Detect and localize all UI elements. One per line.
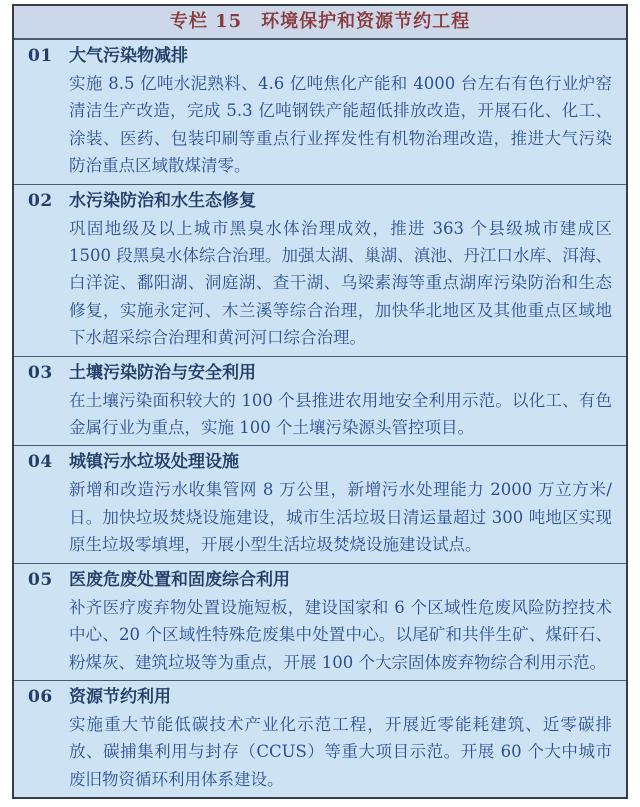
section-number: 06	[28, 686, 53, 707]
section-heading-row	[27, 684, 613, 711]
section-row	[14, 357, 626, 447]
section-body: 在土壤污染面积较大的 100 个县推进农用地安全利用示范。以化工、有色金属行业为重点，实施 100 个土壤污染源头管控项目。	[69, 390, 612, 438]
section-heading: 资源节约利用	[69, 686, 171, 707]
section-heading-row	[27, 567, 613, 594]
section-number: 05	[28, 569, 53, 590]
section-number: 03	[28, 362, 53, 383]
section-heading-row	[27, 360, 613, 387]
section-heading-row	[27, 43, 613, 70]
section-row	[14, 564, 626, 681]
section-number: 02	[28, 190, 53, 211]
section-body: 实施重大节能低碳技术产业化示范工程，开展近零能耗建筑、近零碳排放、碳捕集利用与封存（CCUS）等重大项目示范。开展 60 个大中城市废旧物资循环利用体系建设。	[69, 714, 612, 789]
section-row	[14, 185, 626, 357]
section-row	[14, 681, 626, 797]
section-heading: 医废危废处置和固废综合利用	[69, 569, 290, 590]
section-row	[14, 446, 626, 563]
section-body: 实施 8.5 亿吨水泥熟料、4.6 亿吨焦化产能和 4000 台左右有色行业炉窑清洁生产改造，完成 5.3 亿吨钢铁产能超低排放改造，开展石化、化工、涂装、医药、包装印刷等重点行业挥发性有机物治理改造，推进大气污染防治重点区域散煤清零。	[69, 74, 612, 176]
section-heading: 土壤污染防治与安全利用	[69, 362, 256, 383]
section-body: 补齐医疗废弃物处置设施短板，建设国家和 6 个区域性危废风险防控技术中心、20 个区域性特殊危废集中处置中心。以尾矿和共伴生矿、煤矸石、粉煤灰、建筑垃圾等为重点，开展 100 个大宗固体废弃物综合利用示范。	[69, 597, 612, 672]
section-number: 04	[28, 452, 53, 473]
box-panel	[12, 4, 628, 799]
section-heading: 大气污染物减排	[69, 46, 188, 66]
section-row	[14, 40, 626, 185]
section-heading-row	[27, 188, 613, 215]
section-body: 新增和改造污水收集管网 8 万公里，新增污水处理能力 2000 万立方米/日。加快垃圾焚烧设施建设，城市生活垃圾日清运量超过 300 吨地区实现原生垃圾零填埋，开展小型生活垃圾焚烧设施建设试点。	[69, 480, 612, 555]
section-heading-row	[27, 449, 613, 476]
section-heading: 水污染防治和水生态修复	[69, 190, 256, 211]
section-heading: 城镇污水垃圾处理设施	[69, 452, 239, 473]
section-body: 巩固地级及以上城市黑臭水体治理成效，推进 363 个县级城市建成区 1500 段黑臭水体综合治理。加强太湖、巢湖、滇池、丹江口水库、洱海、白洋淀、鄱阳湖、洞庭湖、查干湖、乌梁素海等重点湖库污染防治和生态修复，实施永定河、木兰溪等综合治理，加快华北地区及其他重点区域地下水超采综合治理和黄河河口综合治理。	[69, 218, 612, 348]
section-number: 01	[28, 46, 53, 66]
box-title: 专栏 15 环境保护和资源节约工程	[14, 6, 626, 40]
